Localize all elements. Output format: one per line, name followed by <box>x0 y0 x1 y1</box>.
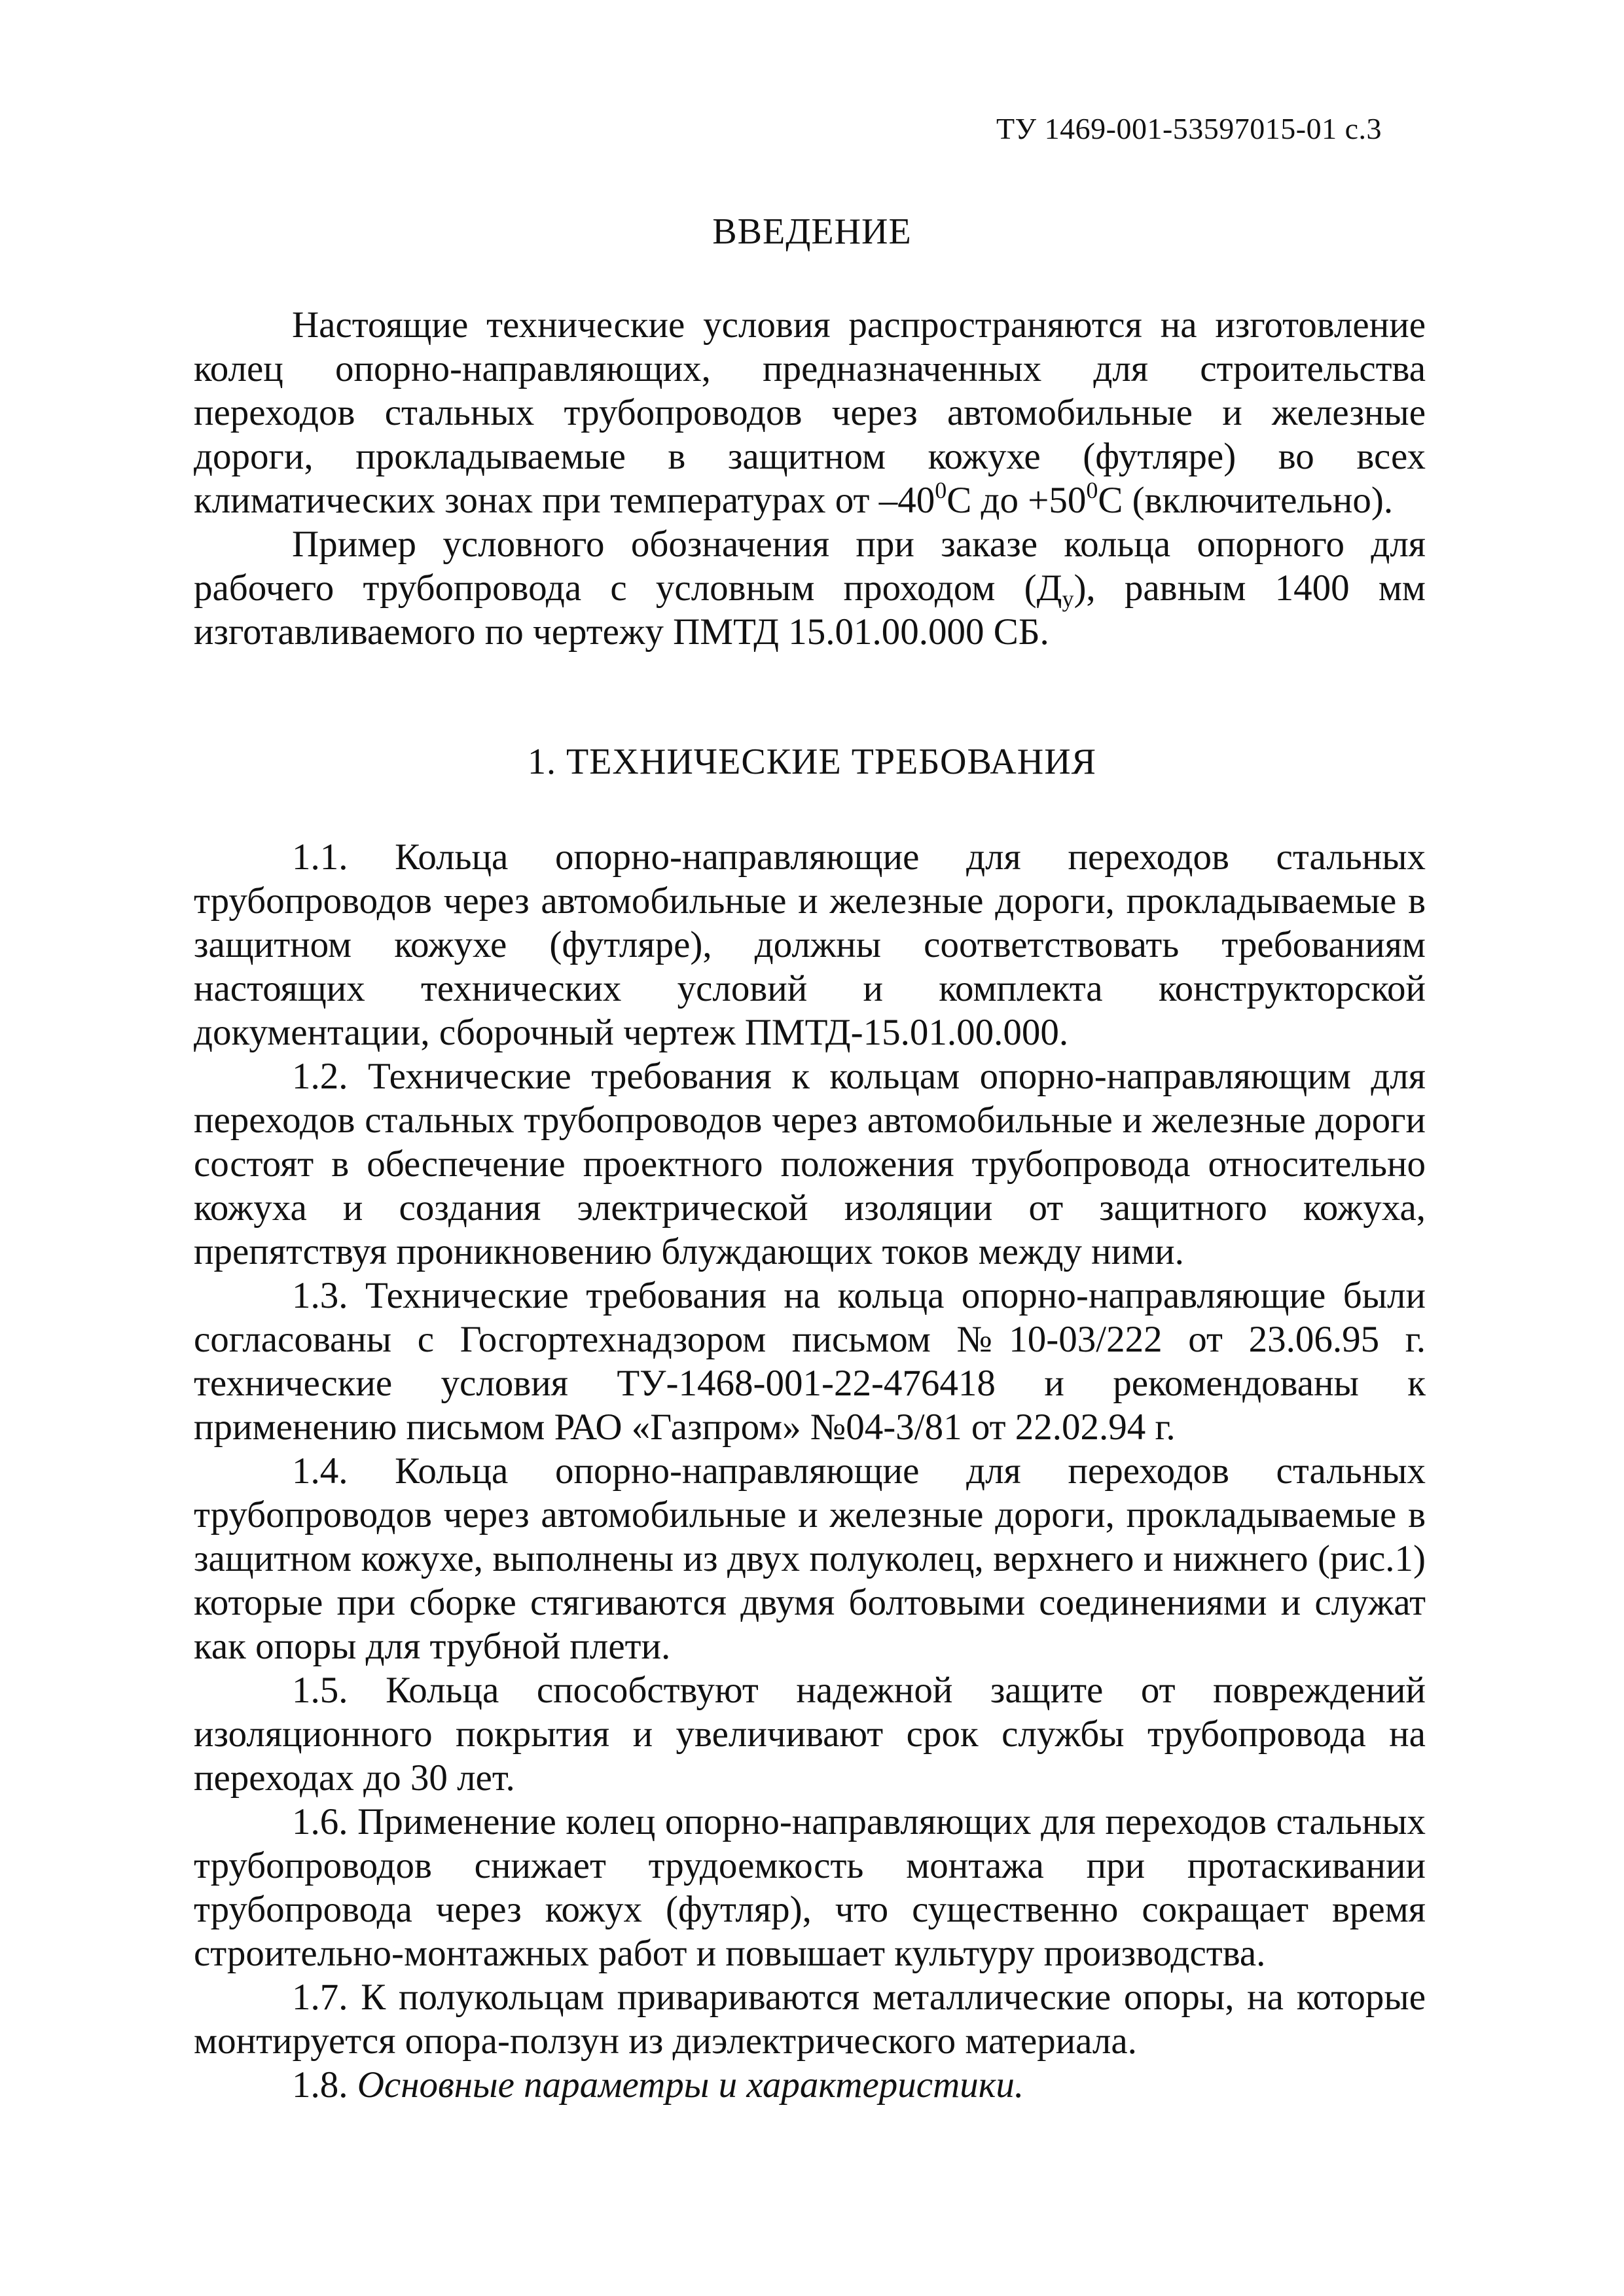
subscript-y: у <box>1062 586 1074 612</box>
intro-heading: ВВЕДЕНИЕ <box>712 211 912 252</box>
intro-paragraph-1 <box>194 303 1426 522</box>
section-item-1-8 <box>194 2063 1426 2107</box>
item-number: 1.4. <box>292 1450 348 1492</box>
degree-superscript: 0 <box>935 477 947 503</box>
intro-p2-text-b: ), равным 1400 мм изготавливаемого по чертежу ПМТД 15.01.00.000 СБ. <box>194 567 1426 653</box>
section-1-heading: 1. ТЕХНИЧЕСКИЕ ТРЕБОВАНИЯ <box>528 742 1096 782</box>
item-text: Кольца опорно-направляющие для переходов стальных трубопроводов через автомобильные и железные дороги, прокладываемые в защитном кожухе, выполнены из двух полуколец, верхнего и нижнего (рис.1) которые при сборке стягиваются двумя болтовыми соединениями и служат как опоры для трубной плети. <box>194 1450 1426 1667</box>
intro-paragraph-2 <box>194 522 1426 654</box>
page-header: ТУ 1469-001-53597015-01 с.3 <box>996 112 1382 145</box>
section-item-1-7 <box>194 1975 1426 2063</box>
section-item-1-1 <box>194 835 1426 1054</box>
item-text: Применение колец опорно-направляющих для переходов стальных трубопроводов снижает трудоемкость монтажа при протаскивании трубопровода через кожух (футляр), что существенно сокращает время строительно-монтажных работ и повышает культуру производства. <box>194 1801 1426 1974</box>
section-item-1-2 <box>194 1054 1426 1274</box>
item-text: Технические требования к кольцам опорно-направляющим для переходов стальных трубопроводов через автомобильные и железные дороги состоят в обеспечение проектного положения трубопровода относительно кожуха и создания электрической изоляции от защитного кожуха, препятствуя проникновению блуждающих токов между ними. <box>194 1056 1426 1272</box>
intro-section <box>194 303 1426 654</box>
intro-p1-text-a: Настоящие технические условия распространяются на изготовление колец опорно-направляющих, предназначенных для строительства переходов стальных трубопроводов через автомобильные и железные дороги, прокладываемые в защитном кожухе (футляре) во всех климатических зонах при температурах от –40 <box>194 304 1426 521</box>
item-number: 1.1. <box>292 836 348 878</box>
item-number: 1.8. <box>292 2064 348 2106</box>
item-text: Технические требования на кольца опорно-направляющие были согласованы с Госгортехнадзором письмом №10-03/222 от 23.06.95 г. технические условия ТУ-1468-001-22-476418 и рекомендованы к применению письмом РАО «Газпром» №04-3/81 от 22.02.94 г. <box>194 1275 1426 1448</box>
item-number: 1.5. <box>292 1670 348 1711</box>
item-text: К полукольцам привариваются металлические опоры, на которые монтируется опора-ползун из диэлектрического материала. <box>194 1977 1426 2062</box>
item-number: 1.7. <box>292 1977 348 2018</box>
item-number: 1.6. <box>292 1801 348 1842</box>
section-item-1-5 <box>194 1668 1426 1800</box>
section-item-1-3 <box>194 1274 1426 1449</box>
item-number: 1.2. <box>292 1056 348 1097</box>
item-text: Кольца способствуют надежной защите от повреждений изоляционного покрытия и увеличивают срок службы трубопровода на переходах до 30 лет. <box>194 1670 1426 1799</box>
intro-p2-text-a: Пример условного обозначения при заказе кольца опорного для рабочего трубопровода с условным проходом (Д <box>194 524 1426 609</box>
section-1-body <box>194 835 1426 2107</box>
section-item-1-6 <box>194 1800 1426 1975</box>
item-text: Кольца опорно-направляющие для переходов стальных трубопроводов через автомобильные и железные дороги, прокладываемые в защитном кожухе (футляре), должны соответствовать требованиям настоящих технических условий и комплекта конструкторской документации, сборочный чертеж ПМТД-15.01.00.000. <box>194 836 1426 1053</box>
intro-p1-text-b: С до +50 <box>947 480 1087 521</box>
degree-superscript: 0 <box>1086 477 1098 503</box>
item-text-italic: Основные параметры и характеристики. <box>357 2064 1024 2106</box>
section-item-1-4 <box>194 1449 1426 1668</box>
item-number: 1.3. <box>292 1275 348 1316</box>
intro-p1-text-c: С (включительно). <box>1098 480 1394 521</box>
